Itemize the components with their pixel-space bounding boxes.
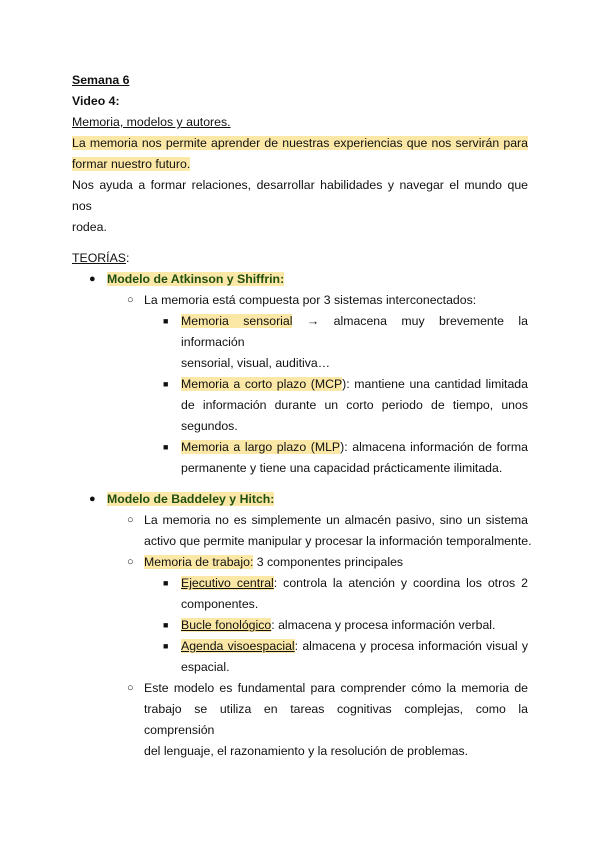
mcp-line-1: ■ Memoria a corto plazo (MCP): mantiene una cantidad limitada (72, 374, 528, 395)
mcp-line-3: segundos. (181, 419, 238, 433)
square-marker: ■ (163, 316, 169, 326)
square-marker: ■ (163, 641, 169, 651)
baddeley-bullet (72, 489, 528, 510)
topic-heading: Memoria, modelos y autores. (72, 115, 231, 129)
square-marker: ■ (163, 442, 169, 452)
baddeley-p2-line-3: del lenguaje, el razonamiento y la resolución de problemas. (144, 744, 469, 758)
document-page (72, 70, 532, 762)
sensorial-line-2: sensorial, visual, auditiva… (181, 356, 330, 370)
video-heading: Video 4: (72, 94, 120, 108)
intro-line-4: rodea. (72, 220, 107, 234)
working-memory-line: ○ Memoria de trabajo: 3 componentes principales (72, 552, 528, 573)
circle-marker: ○ (127, 556, 134, 568)
agenda-line-1: ■ Agenda visoespacial: almacena y procesa información visual y (72, 636, 528, 657)
intro-line-3: Nos ayuda a formar relaciones, desarrollar habilidades y navegar el mundo que nos (72, 178, 528, 213)
bucle-line: ■ Bucle fonológico: almacena y procesa información verbal. (72, 615, 528, 636)
atkinson-bullet (72, 269, 528, 290)
ejecutivo-line-2: componentes. (181, 597, 259, 611)
mlp-line-1: ■ Memoria a largo plazo (MLP): almacena información de forma (72, 437, 528, 458)
atkinson-title: Modelo de Atkinson y Shiffrin: (107, 272, 285, 286)
baddeley-p1-line-1: ○ La memoria no es simplemente un almacén pasivo, sino un sistema (72, 510, 528, 531)
intro-line-2: formar nuestro futuro. (72, 157, 191, 171)
theories-heading: TEORÍAS: (72, 251, 130, 265)
baddeley-p2-line-1: ○ Este modelo es fundamental para comprender cómo la memoria de (72, 678, 528, 699)
atkinson-intro: ○ La memoria está compuesta por 3 sistemas interconectados: (72, 290, 528, 311)
intro-line-1: La memoria nos permite aprender de nuestras experiencias que nos servirán para (72, 136, 528, 150)
week-heading: Semana 6 (72, 73, 130, 87)
mlp-line-2: permanente y tiene una capacidad prácticamente ilimitada. (181, 461, 503, 475)
bullet-marker: ● (89, 493, 96, 505)
sensorial-line-1: ■ Memoria sensorial → almacena muy brevemente la información (72, 311, 528, 353)
bullet-marker: ● (89, 273, 96, 285)
baddeley-p2-line-2: trabajo se utiliza en tareas cognitivas complejas, como la comprensión (144, 702, 528, 737)
agenda-line-2: espacial. (181, 660, 230, 674)
circle-marker: ○ (127, 682, 134, 694)
circle-marker: ○ (127, 514, 134, 526)
square-marker: ■ (163, 578, 169, 588)
square-marker: ■ (163, 379, 169, 389)
baddeley-p1-line-2: activo que permite manipular y procesar la información temporalmente. (144, 534, 532, 548)
ejecutivo-line-1: ■ Ejecutivo central: controla la atención y coordina los otros 2 (72, 573, 528, 594)
baddeley-title: Modelo de Baddeley y Hitch: (107, 492, 275, 506)
circle-marker: ○ (127, 294, 134, 306)
mcp-line-2: de información durante un corto periodo de tiempo, unos (181, 398, 528, 412)
square-marker: ■ (163, 620, 169, 630)
